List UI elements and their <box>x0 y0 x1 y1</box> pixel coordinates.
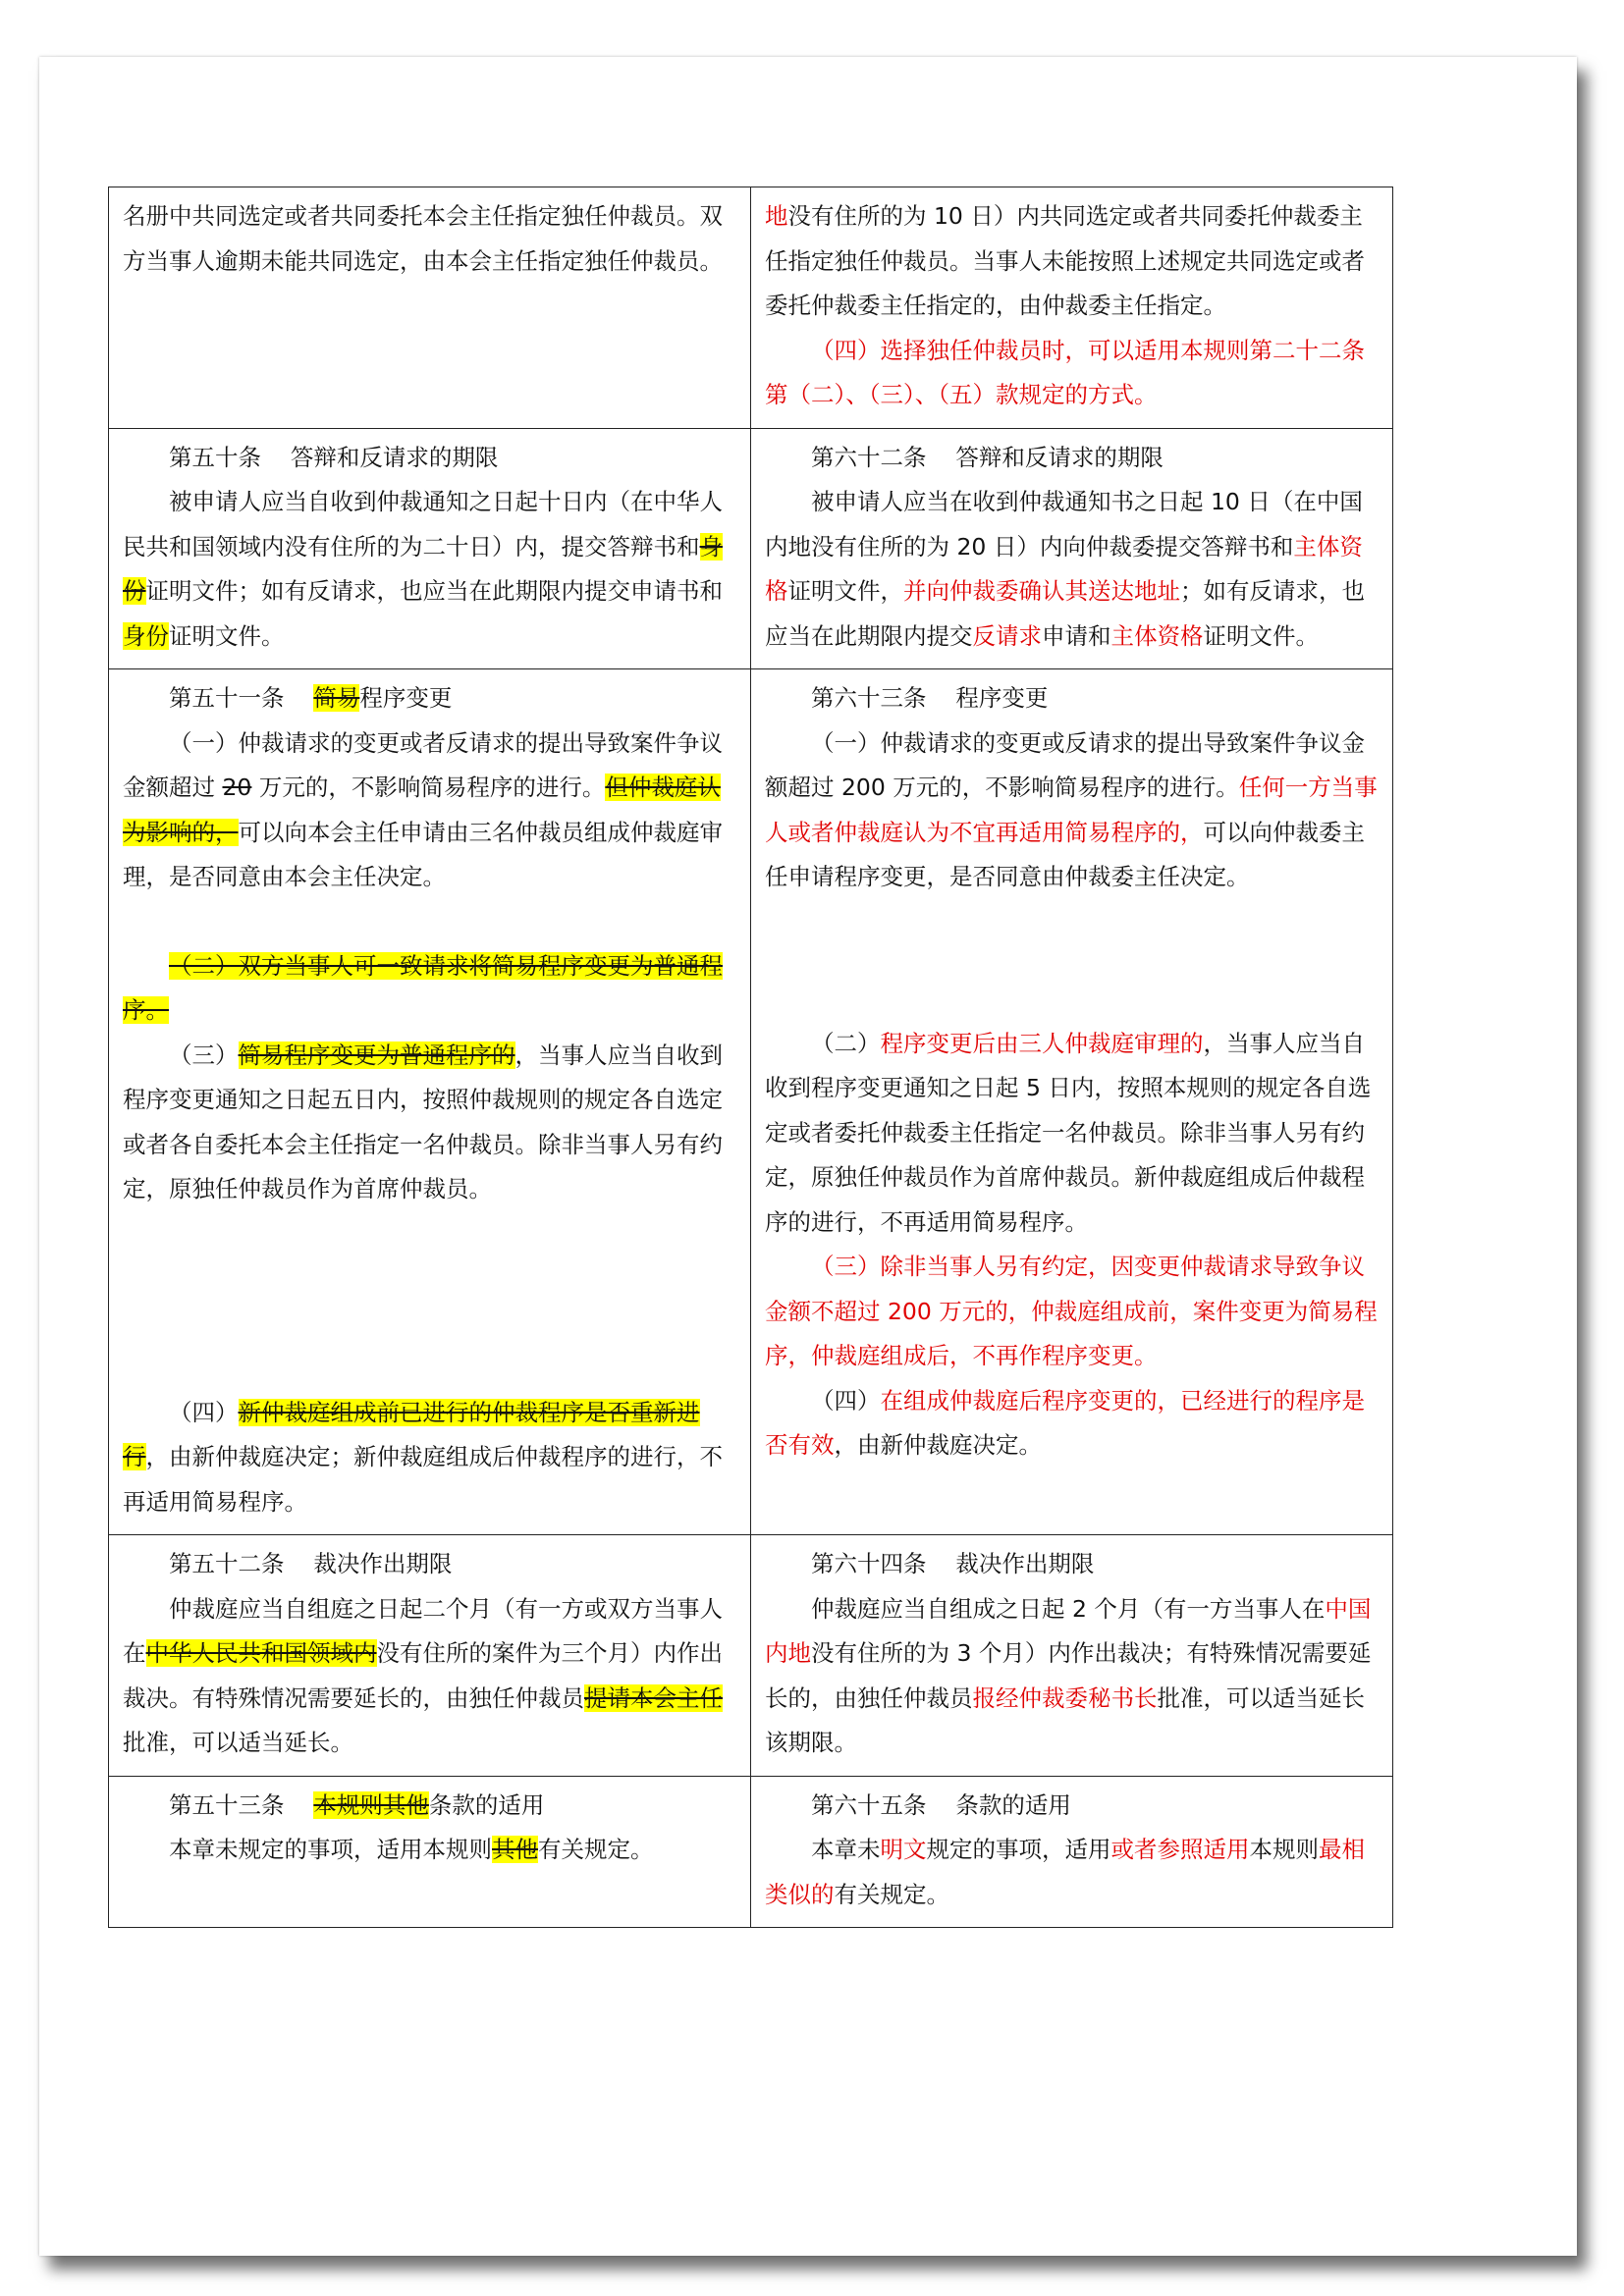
text-run: 仲裁庭应当自组庭之日起二个月（有一方或双方当事人在 <box>123 1594 723 1667</box>
clause-paragraph <box>765 1379 1379 1468</box>
clause-paragraph <box>123 944 736 1034</box>
text-run: 第五十三条 <box>169 1790 285 1819</box>
row-5-left-cell <box>109 1776 751 1928</box>
text-run: 证明文件。 <box>169 621 285 650</box>
revised-text: 程序变更后由三人仲裁庭审理的 <box>880 1029 1204 1057</box>
row-4-right-cell <box>751 1535 1393 1777</box>
title-spacing <box>285 684 314 712</box>
deleted-highlighted-text: 本规则其他 <box>313 1790 429 1819</box>
comparison-row <box>109 1776 1393 1928</box>
text-run: 被申请人应当自收到仲裁通知之日起十日内（在中华人民共和国领域内没有住所的为二十日）内，提交答辩书和 <box>123 488 723 561</box>
text-run: 答辩和反请求的期限 <box>955 443 1164 471</box>
text-run: （四） <box>811 1386 881 1415</box>
deleted-text: 20 <box>222 774 252 801</box>
revised-text: 地 <box>765 202 788 230</box>
text-run: ，当事人应当自收到程序变更通知之日起五日内，按照仲裁规则的规定各自选定或者各自委托本会主任指定一名仲裁员。除非当事人另有约定，原独任仲裁员作为首席仲裁员。 <box>123 1041 723 1202</box>
row-2-left-cell <box>109 428 751 669</box>
highlighted-text: 身份 <box>123 621 169 650</box>
text-run: 裁决作出期限 <box>313 1550 453 1577</box>
text-run: 批准，可以适当延长。 <box>123 1729 353 1756</box>
title-spacing <box>927 684 956 712</box>
comparison-row <box>109 187 1393 429</box>
text-run: 证明文件。 <box>1203 621 1319 650</box>
revised-text: 反请求 <box>972 621 1042 650</box>
row-3-left-cell <box>109 669 751 1535</box>
clause-paragraph <box>123 194 736 284</box>
clause-paragraph <box>123 1542 736 1587</box>
row-3-right-cell <box>751 669 1393 1535</box>
text-run: 第六十四条 <box>811 1550 927 1577</box>
clause-paragraph <box>765 676 1379 721</box>
revised-text: 最相类似的 <box>765 1836 1365 1908</box>
text-run: 规定的事项，适用 <box>926 1836 1111 1863</box>
title-spacing <box>927 1550 956 1577</box>
clause-paragraph <box>765 329 1379 418</box>
text-run: ，当事人应当自收到程序变更通知之日起 5 日内，按照本规则的规定各自选定或者委托仲裁委主任指定一名仲裁员。除非当事人另有约定，原独任仲裁员作为首席仲裁员。新仲裁庭组成后仲裁程序的进行，不再适用简易程序。 <box>765 1029 1372 1236</box>
text-run: 申请和 <box>1042 621 1111 650</box>
text-run: （三） <box>169 1041 239 1069</box>
row-1-left-cell <box>109 187 751 429</box>
deleted-highlighted-text: 其他 <box>492 1836 538 1863</box>
deleted-highlighted-text: 新仲裁庭组成前已进行的仲裁程序是否重新进行 <box>123 1398 700 1470</box>
text-run: 答辩和反请求的期限 <box>290 443 499 471</box>
text-run: 名册中共同选定或者共同委托本会主任指定独任仲裁员。双方当事人逾期未能共同选定，由本会主任指定独任仲裁员。 <box>123 202 723 275</box>
revised-text: 任何一方当事人或者仲裁庭认为不宜再适用简易程序的， <box>765 774 1378 846</box>
revised-text: 报经仲裁委秘书长 <box>972 1683 1158 1712</box>
text-run: 没有住所的案件为三个月）内作出裁决。有特殊情况需要延长的，由独任仲裁员 <box>123 1639 723 1712</box>
revised-text: （三）除非当事人另有约定，因变更仲裁请求导致争议金额不超过 200 万元的，仲裁庭组成前，案件变更为简易程序，仲裁庭组成后，不再作程序变更。 <box>765 1253 1378 1369</box>
clause-paragraph <box>765 480 1379 659</box>
comparison-row <box>109 428 1393 669</box>
clause-paragraph <box>123 436 736 481</box>
text-run: 本规则 <box>1249 1836 1319 1863</box>
text-run: 第六十五条 <box>811 1790 927 1819</box>
text-run: （一）仲裁请求的变更或者反请求的提出导致案件争议金额超过 <box>123 728 723 801</box>
text-run: ；如有反请求，也应当在此期限内提交 <box>765 577 1365 650</box>
text-run: 第六十三条 <box>811 684 927 712</box>
text-run: 可以向本会主任申请由三名仲裁员组成仲裁庭审理，是否同意由本会主任决定。 <box>123 818 723 890</box>
clause-paragraph <box>765 1587 1379 1766</box>
comparison-table-body <box>109 187 1393 1928</box>
title-spacing <box>261 444 291 471</box>
revised-text: 中国内地 <box>765 1594 1372 1667</box>
clause-paragraph <box>123 676 736 721</box>
text-run: 第五十条 <box>169 443 261 471</box>
clause-paragraph <box>765 1828 1379 1917</box>
clause-paragraph <box>765 1022 1379 1246</box>
text-run: （二） <box>811 1029 881 1057</box>
text-run: 证明文件， <box>787 577 903 605</box>
row-2-right-cell <box>751 428 1393 669</box>
text-run: ，由新仲裁庭决定；新仲裁庭组成后仲裁程序的进行，不再适用简易程序。 <box>123 1443 723 1516</box>
text-run: 仲裁庭应当自组成之日起 2 个月（有一方当事人在 <box>811 1594 1326 1623</box>
blank-gap <box>123 900 736 944</box>
deleted-highlighted-text: 中华人民共和国领域内 <box>145 1639 377 1667</box>
revised-text: 主体资格 <box>1110 621 1204 650</box>
clause-paragraph <box>765 1542 1379 1587</box>
clause-paragraph <box>765 1784 1379 1829</box>
text-run: 万元的，不影响简易程序的进行。 <box>251 774 606 801</box>
text-run: 第六十二条 <box>811 443 927 471</box>
text-run: 第五十二条 <box>169 1550 285 1577</box>
deleted-highlighted-text: 简易程序变更为普通程序的 <box>238 1041 515 1069</box>
text-run: （一）仲裁请求的变更或反请求的提出导致案件争议金额超过 200 万元的，不影响简易程序的进行。 <box>765 728 1365 801</box>
text-run: 可以向仲裁委主任申请程序变更，是否同意由仲裁委主任决定。 <box>765 818 1365 890</box>
title-spacing <box>285 1550 314 1577</box>
clause-paragraph <box>123 1587 736 1766</box>
comparison-row <box>109 1535 1393 1777</box>
text-run: 批准，可以适当延长该期限。 <box>765 1683 1365 1756</box>
rules-comparison-table <box>108 187 1393 1928</box>
revised-text: （四）选择独任仲裁员时，可以适用本规则第二十二条第（二）、（三）、（五）款规定的方式。 <box>765 336 1365 408</box>
deleted-highlighted-text: （二）双方当事人可一致请求将简易程序变更为普通程序。 <box>123 951 723 1024</box>
revised-text: 并向仲裁委确认其送达地址 <box>903 577 1180 605</box>
clause-paragraph <box>123 1784 736 1829</box>
deleted-highlighted-text: 但仲裁庭认为影响的， <box>123 774 721 846</box>
text-run: 没有住所的为 10 日）内共同选定或者共同委托仲裁委主任指定独任仲裁员。当事人未能按照上述规定共同选定或者委托仲裁委主任指定的，由仲裁委主任指定。 <box>765 202 1365 319</box>
text-run: 本章未 <box>811 1836 881 1863</box>
text-run: 有关规定。 <box>538 1836 654 1863</box>
text-run: 被申请人应当在收到仲裁通知书之日起 10 日（在中国内地没有住所的为 20 日）内向仲裁委提交答辩书和 <box>765 488 1363 561</box>
title-spacing <box>927 444 956 471</box>
deleted-highlighted-text: 简易 <box>313 684 360 712</box>
text-run: 程序变更 <box>359 684 453 712</box>
row-1-right-cell <box>751 187 1393 429</box>
text-run: 程序变更 <box>955 684 1049 712</box>
text-run: 条款的适用 <box>955 1790 1071 1819</box>
clause-paragraph <box>765 194 1379 329</box>
text-run: 条款的适用 <box>428 1790 545 1819</box>
title-spacing <box>285 1791 314 1819</box>
clause-paragraph <box>123 721 736 900</box>
revised-text: 主体资格 <box>765 532 1363 605</box>
comparison-row <box>109 669 1393 1535</box>
revised-text: 明文 <box>880 1836 927 1863</box>
blank-gap <box>123 1212 736 1391</box>
clause-paragraph <box>765 721 1379 900</box>
text-run: 有关规定。 <box>834 1880 949 1908</box>
clause-paragraph <box>123 1034 736 1212</box>
text-run: 第五十一条 <box>169 684 285 712</box>
text-run: ，由新仲裁庭决定。 <box>834 1431 1042 1459</box>
text-run: 证明文件；如有反请求，也应当在此期限内提交申请书和 <box>145 577 723 605</box>
revised-text: 在组成仲裁庭后程序变更的，已经进行的程序是否有效 <box>765 1386 1365 1459</box>
clause-paragraph <box>123 480 736 659</box>
deleted-highlighted-text: 身份 <box>123 532 723 605</box>
text-run: 本章未规定的事项，适用本规则 <box>169 1836 492 1863</box>
row-4-left-cell <box>109 1535 751 1777</box>
text-run: 裁决作出期限 <box>955 1550 1095 1577</box>
clause-paragraph <box>765 1245 1379 1379</box>
title-spacing <box>927 1791 956 1819</box>
clause-paragraph <box>123 1828 736 1873</box>
deleted-highlighted-text: 提请本会主任 <box>584 1683 723 1712</box>
revised-text: 或者参照适用 <box>1110 1836 1250 1863</box>
text-run: （四） <box>169 1398 239 1426</box>
row-5-right-cell <box>751 1776 1393 1928</box>
clause-paragraph <box>765 436 1379 481</box>
text-run: 没有住所的为 3 个月）内作出裁决；有特殊情况需要延长的，由独任仲裁员 <box>765 1639 1372 1712</box>
clause-paragraph <box>123 1391 736 1525</box>
blank-gap <box>765 900 1379 1022</box>
